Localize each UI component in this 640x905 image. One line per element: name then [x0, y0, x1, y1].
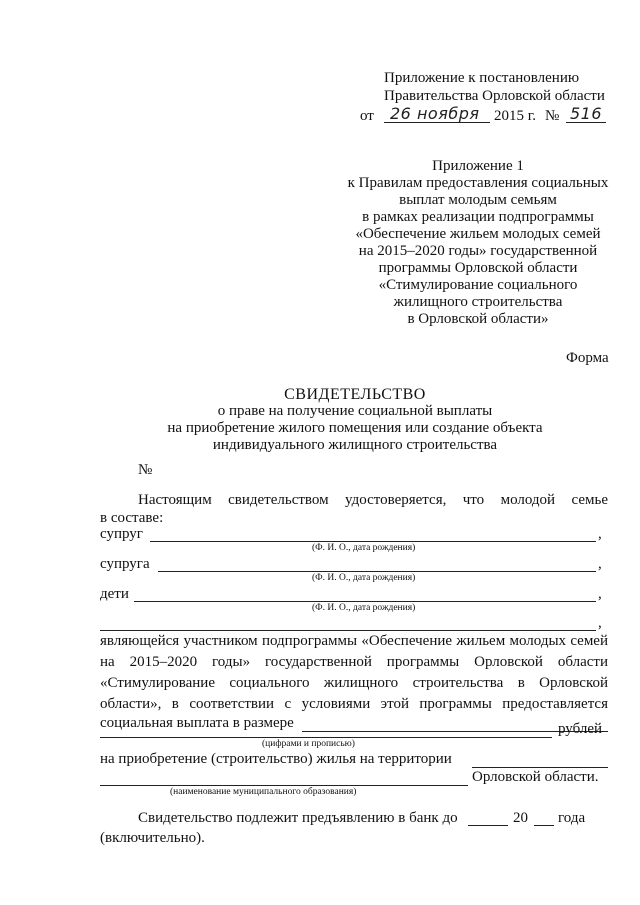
header-line-1: Приложение к постановлению	[384, 70, 580, 86]
appendix-line: Приложение 1	[432, 158, 524, 174]
appendix-block	[330, 158, 626, 328]
header-number-sign: №	[545, 108, 560, 124]
appendix-line: выплат молодым семьям	[399, 192, 557, 208]
comma: ,	[598, 615, 602, 631]
payment-label: социальная выплата в размере	[100, 715, 294, 731]
appendix-line: в рамках реализации подпрограммы	[362, 209, 594, 225]
appendix-line: «Обеспечение жильем молодых семей	[355, 226, 601, 242]
paragraph-line: «Стимулирование социального жилищного строительства в Орловской	[100, 675, 608, 691]
children-field[interactable]	[134, 601, 596, 602]
handwritten-date: 26 ноября	[390, 104, 480, 123]
appendix-line: жилищного строительства	[393, 294, 563, 310]
caption-municipality: (наименование муниципального образования)	[170, 787, 357, 797]
title-sub-3: индивидуального жилищного строительства	[212, 437, 498, 453]
comma: ,	[598, 586, 602, 602]
handwritten-number: 516	[570, 104, 603, 123]
header-line-2: Правительства Орловской области	[384, 88, 605, 104]
intro-line-1: Настоящим свидетельством удостоверяется, что молодой семье	[138, 492, 608, 508]
validity-line-2: (включительно).	[100, 830, 205, 846]
paragraph-line: области», в соответствии с условиями этой программы предоставляется	[100, 696, 608, 712]
certificate-title	[100, 386, 610, 454]
title-sub-1: о праве на получение социальной выплаты	[217, 403, 493, 419]
children-label: дети	[100, 586, 129, 602]
header-from-label: от	[360, 108, 374, 124]
appendix-line: на 2015–2020 годы» государственной	[358, 243, 598, 259]
comma: ,	[598, 526, 602, 542]
validity-20: 20	[513, 810, 528, 826]
purchase-label: на приобретение (строительство) жилья на территории	[100, 751, 452, 767]
title-main: СВИДЕТЕЛЬСТВО	[284, 386, 426, 403]
title-sub-2: на приобретение жилого помещения или создание объекта	[167, 420, 543, 436]
territory-field[interactable]	[472, 767, 608, 768]
appendix-line: к Правилам предоставления социальных	[347, 175, 609, 191]
intro-line-2: в составе:	[100, 510, 164, 526]
caption-fio: (Ф. И. О., дата рождения)	[312, 543, 416, 553]
paragraph-line: являющейся участником подпрограммы «Обеспечение жильем молодых семей	[100, 633, 608, 649]
spouse-m-label: супруг	[100, 526, 143, 542]
validity-text: Свидетельство подлежит предъявлению в банк до	[138, 810, 458, 826]
payment-amount-field-2[interactable]	[100, 737, 552, 738]
appendix-line: «Стимулирование социального	[378, 277, 578, 293]
caption-fio: (Ф. И. О., дата рождения)	[312, 573, 416, 583]
header-year: 2015 г.	[494, 108, 536, 124]
validity-year-field[interactable]	[534, 825, 554, 826]
comma: ,	[598, 556, 602, 572]
validity-year-label: года	[558, 810, 586, 826]
appendix-line: программы Орловской области	[378, 260, 578, 276]
rubles-label: рублей	[558, 721, 603, 737]
paragraph-line: на 2015–2020 годы» государственной программы Орловской области	[100, 654, 608, 670]
caption-amount: (цифрами и прописью)	[262, 739, 355, 749]
spouse-f-field[interactable]	[158, 571, 596, 572]
appendix-line: в Орловской области»	[407, 311, 549, 327]
certificate-number-label: №	[138, 462, 153, 478]
validity-date-field[interactable]	[468, 825, 508, 826]
municipality-field[interactable]	[100, 785, 468, 786]
spouse-m-field[interactable]	[150, 541, 596, 542]
caption-fio: (Ф. И. О., дата рождения)	[312, 603, 416, 613]
region-label: Орловской области.	[472, 769, 599, 785]
spouse-f-label: супруга	[100, 556, 150, 572]
form-label: Форма	[566, 350, 609, 366]
